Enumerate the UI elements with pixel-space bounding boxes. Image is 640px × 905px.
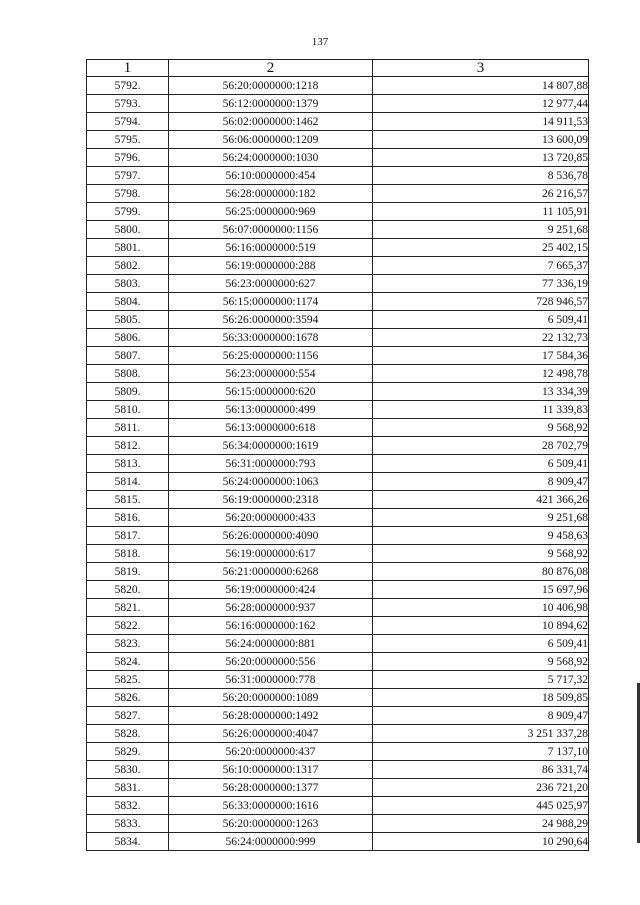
cadastral-number-cell: 56:19:0000000:617	[169, 545, 373, 563]
value-cell: 10 406,98	[373, 599, 589, 617]
value-cell: 7 665,37	[373, 257, 589, 275]
table-row	[87, 203, 589, 221]
row-number-cell: 5802.	[87, 257, 169, 275]
cadastral-number-cell: 56:25:0000000:969	[169, 203, 373, 221]
cadastral-number-cell: 56:19:0000000:2318	[169, 491, 373, 509]
value-cell: 9 458,63	[373, 527, 589, 545]
table-row	[87, 365, 589, 383]
value-cell: 24 988,29	[373, 815, 589, 833]
table-row	[87, 599, 589, 617]
table-row	[87, 239, 589, 257]
table-row	[87, 329, 589, 347]
value-cell: 14 911,53	[373, 113, 589, 131]
cadastral-number-cell: 56:31:0000000:793	[169, 455, 373, 473]
table-row	[87, 617, 589, 635]
table-row	[87, 401, 589, 419]
cadastral-number-cell: 56:19:0000000:288	[169, 257, 373, 275]
cadastral-number-cell: 56:26:0000000:3594	[169, 311, 373, 329]
row-number-cell: 5808.	[87, 365, 169, 383]
row-number-cell: 5828.	[87, 725, 169, 743]
cadastral-number-cell: 56:20:0000000:1218	[169, 77, 373, 95]
value-cell: 6 509,41	[373, 311, 589, 329]
table-row	[87, 581, 589, 599]
row-number-cell: 5817.	[87, 527, 169, 545]
value-cell: 80 876,08	[373, 563, 589, 581]
cadastral-number-cell: 56:15:0000000:1174	[169, 293, 373, 311]
table-row	[87, 185, 589, 203]
cadastral-number-cell: 56:16:0000000:162	[169, 617, 373, 635]
cadastral-number-cell: 56:12:0000000:1379	[169, 95, 373, 113]
page-number: 137	[311, 36, 329, 48]
row-number-cell: 5793.	[87, 95, 169, 113]
cadastral-number-cell: 56:31:0000000:778	[169, 671, 373, 689]
row-number-cell: 5820.	[87, 581, 169, 599]
value-cell: 5 717,32	[373, 671, 589, 689]
row-number-cell: 5811.	[87, 419, 169, 437]
cadastral-number-cell: 56:23:0000000:554	[169, 365, 373, 383]
value-cell: 9 251,68	[373, 221, 589, 239]
column-header-2: 2	[169, 60, 373, 77]
table-row	[87, 689, 589, 707]
cadastral-number-cell: 56:02:0000000:1462	[169, 113, 373, 131]
row-number-cell: 5810.	[87, 401, 169, 419]
cadastral-number-cell: 56:20:0000000:1263	[169, 815, 373, 833]
row-number-cell: 5806.	[87, 329, 169, 347]
table-row	[87, 311, 589, 329]
cadastral-number-cell: 56:20:0000000:433	[169, 509, 373, 527]
table-row	[87, 563, 589, 581]
cadastral-number-cell: 56:26:0000000:4090	[169, 527, 373, 545]
column-header-3: 3	[373, 60, 589, 77]
value-cell: 77 336,19	[373, 275, 589, 293]
table-row	[87, 221, 589, 239]
row-number-cell: 5813.	[87, 455, 169, 473]
table-row	[87, 779, 589, 797]
value-cell: 421 366,26	[373, 491, 589, 509]
table-row	[87, 833, 589, 851]
table-row	[87, 113, 589, 131]
table-row	[87, 761, 589, 779]
table-row	[87, 95, 589, 113]
cadastral-number-cell: 56:28:0000000:937	[169, 599, 373, 617]
row-number-cell: 5809.	[87, 383, 169, 401]
value-cell: 12 977,44	[373, 95, 589, 113]
cadastral-number-cell: 56:20:0000000:437	[169, 743, 373, 761]
table-row	[87, 473, 589, 491]
value-cell: 13 600,09	[373, 131, 589, 149]
cadastral-number-cell: 56:24:0000000:1063	[169, 473, 373, 491]
table-row	[87, 491, 589, 509]
cadastral-number-cell: 56:28:0000000:1377	[169, 779, 373, 797]
row-number-cell: 5798.	[87, 185, 169, 203]
cadastral-number-cell: 56:24:0000000:999	[169, 833, 373, 851]
cadastral-number-cell: 56:25:0000000:1156	[169, 347, 373, 365]
table-row	[87, 437, 589, 455]
value-cell: 8 536,78	[373, 167, 589, 185]
cadastral-number-cell: 56:19:0000000:424	[169, 581, 373, 599]
table-row	[87, 545, 589, 563]
table-row	[87, 635, 589, 653]
value-cell: 26 216,57	[373, 185, 589, 203]
cadastral-number-cell: 56:28:0000000:1492	[169, 707, 373, 725]
value-cell: 13 334,39	[373, 383, 589, 401]
row-number-cell: 5795.	[87, 131, 169, 149]
value-cell: 8 909,47	[373, 473, 589, 491]
value-cell: 11 105,91	[373, 203, 589, 221]
value-cell: 9 251,68	[373, 509, 589, 527]
cadastral-number-cell: 56:06:0000000:1209	[169, 131, 373, 149]
row-number-cell: 5827.	[87, 707, 169, 725]
table-row	[87, 275, 589, 293]
value-cell: 17 584,36	[373, 347, 589, 365]
table-row	[87, 419, 589, 437]
row-number-cell: 5832.	[87, 797, 169, 815]
row-number-cell: 5821.	[87, 599, 169, 617]
table-row	[87, 653, 589, 671]
value-cell: 9 568,92	[373, 545, 589, 563]
row-number-cell: 5833.	[87, 815, 169, 833]
cadastral-number-cell: 56:07:0000000:1156	[169, 221, 373, 239]
table-row	[87, 149, 589, 167]
row-number-cell: 5816.	[87, 509, 169, 527]
cadastral-number-cell: 56:26:0000000:4047	[169, 725, 373, 743]
table-row	[87, 815, 589, 833]
table-row	[87, 293, 589, 311]
row-number-cell: 5807.	[87, 347, 169, 365]
row-number-cell: 5824.	[87, 653, 169, 671]
row-number-cell: 5804.	[87, 293, 169, 311]
cadastral-number-cell: 56:20:0000000:1089	[169, 689, 373, 707]
row-number-cell: 5831.	[87, 779, 169, 797]
table-row	[87, 455, 589, 473]
cadastral-number-cell: 56:16:0000000:519	[169, 239, 373, 257]
table-row	[87, 743, 589, 761]
value-cell: 728 946,57	[373, 293, 589, 311]
row-number-cell: 5825.	[87, 671, 169, 689]
cadastral-number-cell: 56:10:0000000:1317	[169, 761, 373, 779]
row-number-cell: 5822.	[87, 617, 169, 635]
value-cell: 13 720,85	[373, 149, 589, 167]
value-cell: 10 894,62	[373, 617, 589, 635]
value-cell: 8 909,47	[373, 707, 589, 725]
value-cell: 236 721,20	[373, 779, 589, 797]
header-row	[87, 60, 589, 77]
value-cell: 28 702,79	[373, 437, 589, 455]
cadastral-number-cell: 56:33:0000000:1678	[169, 329, 373, 347]
cadastral-number-cell: 56:24:0000000:1030	[169, 149, 373, 167]
table-row	[87, 77, 589, 95]
row-number-cell: 5818.	[87, 545, 169, 563]
row-number-cell: 5834.	[87, 833, 169, 851]
row-number-cell: 5801.	[87, 239, 169, 257]
table-row	[87, 671, 589, 689]
row-number-cell: 5800.	[87, 221, 169, 239]
value-cell: 15 697,96	[373, 581, 589, 599]
value-cell: 22 132,73	[373, 329, 589, 347]
row-number-cell: 5830.	[87, 761, 169, 779]
value-cell: 6 509,41	[373, 455, 589, 473]
cadastral-number-cell: 56:15:0000000:620	[169, 383, 373, 401]
table-row	[87, 167, 589, 185]
row-number-cell: 5815.	[87, 491, 169, 509]
value-cell: 445 025,97	[373, 797, 589, 815]
table-header	[87, 60, 589, 77]
row-number-cell: 5823.	[87, 635, 169, 653]
cadastral-number-cell: 56:13:0000000:618	[169, 419, 373, 437]
cadastral-table	[86, 59, 589, 851]
row-number-cell: 5799.	[87, 203, 169, 221]
table-row	[87, 509, 589, 527]
row-number-cell: 5819.	[87, 563, 169, 581]
value-cell: 9 568,92	[373, 419, 589, 437]
row-number-cell: 5796.	[87, 149, 169, 167]
row-number-cell: 5803.	[87, 275, 169, 293]
cadastral-number-cell: 56:13:0000000:499	[169, 401, 373, 419]
value-cell: 10 290,64	[373, 833, 589, 851]
row-number-cell: 5829.	[87, 743, 169, 761]
table-body	[87, 77, 589, 851]
table-row	[87, 347, 589, 365]
cadastral-number-cell: 56:21:0000000:6268	[169, 563, 373, 581]
table-row	[87, 257, 589, 275]
value-cell: 86 331,74	[373, 761, 589, 779]
row-number-cell: 5812.	[87, 437, 169, 455]
value-cell: 3 251 337,28	[373, 725, 589, 743]
cadastral-number-cell: 56:24:0000000:881	[169, 635, 373, 653]
cadastral-number-cell: 56:23:0000000:627	[169, 275, 373, 293]
value-cell: 7 137,10	[373, 743, 589, 761]
table-row	[87, 707, 589, 725]
row-number-cell: 5794.	[87, 113, 169, 131]
value-cell: 9 568,92	[373, 653, 589, 671]
value-cell: 12 498,78	[373, 365, 589, 383]
cadastral-number-cell: 56:20:0000000:556	[169, 653, 373, 671]
value-cell: 14 807,88	[373, 77, 589, 95]
table-row	[87, 383, 589, 401]
row-number-cell: 5814.	[87, 473, 169, 491]
value-cell: 11 339,83	[373, 401, 589, 419]
row-number-cell: 5805.	[87, 311, 169, 329]
table-row	[87, 131, 589, 149]
row-number-cell: 5797.	[87, 167, 169, 185]
row-number-cell: 5792.	[87, 77, 169, 95]
row-number-cell: 5826.	[87, 689, 169, 707]
cadastral-number-cell: 56:10:0000000:454	[169, 167, 373, 185]
value-cell: 6 509,41	[373, 635, 589, 653]
cadastral-number-cell: 56:34:0000000:1619	[169, 437, 373, 455]
cadastral-number-cell: 56:28:0000000:182	[169, 185, 373, 203]
value-cell: 25 402,15	[373, 239, 589, 257]
table-row	[87, 527, 589, 545]
value-cell: 18 509,85	[373, 689, 589, 707]
column-header-1: 1	[87, 60, 169, 77]
table-row	[87, 725, 589, 743]
table-row	[87, 797, 589, 815]
cadastral-number-cell: 56:33:0000000:1616	[169, 797, 373, 815]
